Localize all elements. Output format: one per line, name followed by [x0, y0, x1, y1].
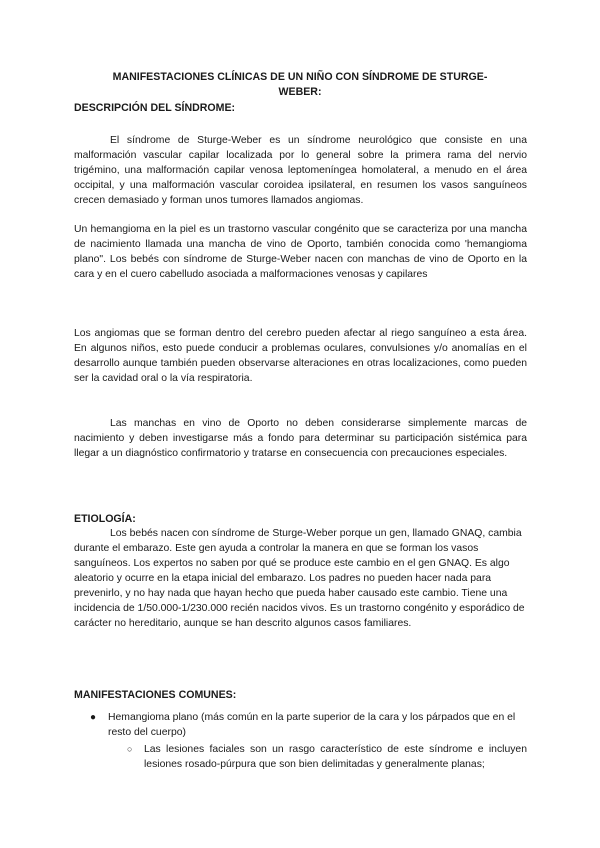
- paragraph-descripcion-1: El síndrome de Sturge-Weber es un síndrome neurológico que consiste en una malformación vascular capilar localizada por lo general sobre la primera rama del nervio trigémino, una malformación capilar venosa leptomeníngea homolateral, a menudo en el área occipital, y una malformación vascular coroidea ipsilateral, en resumen los vasos sanguíneos crecen demasiado y forman unos tumores llamados angiomas.: [74, 135, 527, 206]
- sub-list-item: [74, 742, 527, 772]
- list-item-text: Hemangioma plano (más común en la parte superior de la cara y los párpados que en el resto del cuerpo): [108, 712, 516, 738]
- paragraph-descripcion-3: Los angiomas que se forman dentro del cerebro pueden afectar al riego sanguíneo a esta área. En algunos niños, esto puede conducir a problemas oculares, convulsiones y/o anomalías en el desarrollo aunque también pueden observarse alteraciones en otras localizaciones, como pueden ser la cavidad oral o la vía respiratoria.: [74, 328, 527, 384]
- bullet-dot-icon: ●: [90, 712, 97, 723]
- list-item: [74, 710, 527, 740]
- section-heading-etiologia: ETIOLOGÍA:: [74, 513, 136, 525]
- section-heading-manifestaciones: MANIFESTACIONES COMUNES:: [74, 689, 237, 701]
- paragraph-descripcion-2: Un hemangioma en la piel es un trastorno vascular congénito que se caracteriza por una mancha de nacimiento llamada una mancha de vino de Oporto, también conocida como 'hemangioma plano". Los bebés con síndrome de Sturge-Weber nacen con manchas de vino de Oporto en la cara y en el cuero cabelludo asociada a malformaciones venosas y capilares: [74, 224, 527, 280]
- paragraph-descripcion-4: Las manchas en vino de Oporto no deben considerarse simplemente marcas de nacimiento y deben investigarse más a fondo para determinar su participación sistémica para llegar a un diagnóstico confirmatorio y tratarse en consecuencia con precauciones especiales.: [74, 418, 527, 459]
- manifestaciones-list: [74, 710, 527, 772]
- document-title: MANIFESTACIONES CLÍNICAS DE UN NIÑO CON SÍNDROME DE STURGE-WEBER:: [112, 71, 488, 98]
- paragraph-etiologia: Los bebés nacen con síndrome de Sturge-Weber porque un gen, llamado GNAQ, cambia durante el embarazo. Este gen ayuda a controlar la manera en que se forman los vasos sanguíneos. Los expertos no saben por qué se produce este cambio en el gen GNAQ. Es algo aleatorio y ocurre en la etapa inicial del embarazo. Los padres no pueden hacer nada para prevenirlo, y no hay nada que hayan hecho que pueda haber causado este cambio. Tiene una incidencia de 1/50.000-1/230.000 recién nacidos vivos. Es un trastorno congénito y esporádico de carácter no hereditario, aunque se han descrito algunos casos familiares.: [74, 528, 525, 629]
- sub-list-item-text: Las lesiones faciales son un rasgo característico de este síndrome e incluyen lesiones rosado-púrpura que son bien delimitadas y generalmente planas;: [144, 744, 527, 770]
- section-heading-descripcion: DESCRIPCIÓN DEL SÍNDROME:: [74, 102, 236, 114]
- bullet-circle-icon: ○: [127, 744, 133, 754]
